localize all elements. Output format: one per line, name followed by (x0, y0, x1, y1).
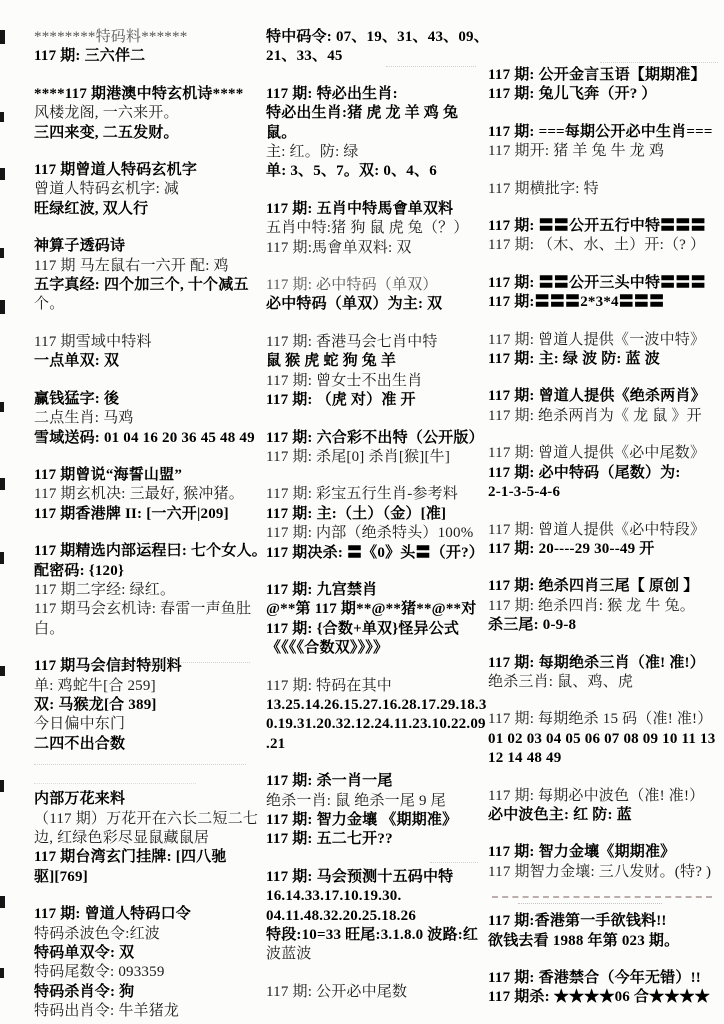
text-line: 117 期: 彩宝五行生肖-参考料 (266, 486, 459, 503)
scan-edge-mark (0, 666, 5, 676)
section (266, 333, 480, 411)
scan-edge-mark (0, 780, 4, 792)
text-line: 117 期: （虎 对）准 开 (266, 392, 416, 409)
section (488, 66, 722, 105)
text-line: 117 期: 20----29 30--49 开 (488, 540, 655, 557)
section (266, 200, 480, 258)
text-line: 117 期二字经: 绿红。 (34, 581, 176, 598)
section (488, 787, 722, 826)
text-line: 二四不出合数 (34, 735, 126, 752)
text-line: 117 期:馬會单双料: 双 (266, 239, 412, 256)
text-line: 117 期: 每期必中波色（准! 准!） (488, 787, 705, 804)
text-line: 117 期: 杀一肖一尾 (266, 773, 393, 790)
section (266, 677, 487, 755)
text-line: 五肖中特:猪 狗 鼠 虎 兔（？） (266, 220, 469, 237)
text-line: 雪域送码: 01 04 16 20 36 45 48 49 (34, 429, 255, 446)
text-line: 117 期: 内部（绝杀特头）100% (266, 525, 474, 542)
text-line: 117 期: 特必出生肖: (266, 85, 398, 102)
scan-dotted-line (600, 62, 718, 63)
scan-dotted-line (386, 66, 476, 67)
text-line: 117 期:香港第一手欲钱料!! (488, 913, 667, 930)
text-line: 神算子透码诗 (34, 238, 126, 255)
text-line: 今日偏中东门 (34, 716, 126, 733)
text-line: 117 期: 必中特码（尾数）为: (488, 464, 681, 481)
text-line: 01 02 03 04 05 06 07 08 09 10 11 13 (488, 730, 716, 747)
text-line: 04.11.48.32.20.25.18.26 (266, 907, 417, 924)
text-line: 117 期: 九宫禁肖 (266, 581, 378, 598)
text-line: 117 期: 主:（土）（金）[准] (266, 505, 447, 522)
text-line: 117 期台湾玄门挂牌: [四八驰 (34, 849, 227, 866)
column-middle (258, 0, 489, 1002)
section (34, 783, 259, 887)
section (488, 969, 722, 1008)
scan-dotted-line (150, 662, 250, 663)
scan-edge-mark (0, 168, 5, 180)
text-line: 白。 (34, 620, 65, 637)
text-line: 117 期香港牌 II: [一六开|209] (34, 505, 229, 522)
section (34, 161, 256, 219)
section (488, 521, 722, 560)
section (488, 710, 722, 768)
text-line: 117 期雪域中特料 (34, 333, 152, 350)
section (488, 577, 722, 635)
section (34, 237, 256, 315)
text-line: 配密码: {120} (34, 562, 125, 579)
text-line: .21 (266, 735, 286, 752)
section (488, 180, 722, 199)
section (488, 123, 722, 162)
text-line: 117 期: 香港马会七肖中特 (266, 333, 438, 350)
text-line: 117 期精选内部运程曰: 七个女人。 (34, 543, 267, 560)
text-line: 117 期: 绝杀两肖为《 龙 鼠 》开 (488, 407, 702, 424)
text-line: 117 期: 每期绝杀三肖（准! 准!） (488, 654, 705, 671)
text-line: 117 期: 曾道人提供《必中特段》 (488, 521, 706, 538)
text-line: 117 期: 必中特码（单双） (266, 277, 438, 294)
text-line: 117 期: 曾道人提供《一波中特》 (488, 331, 706, 348)
text-line: 绝杀一肖: 鼠 绝杀一尾 9 尾 (266, 792, 446, 809)
text-line: 16.14.33.17.10.19.30. (266, 888, 402, 905)
text-line: 鼠 猴 虎 蛇 狗 兔 羊 (266, 353, 397, 370)
text-line: 117 期开: 猪 羊 兔 牛 龙 鸡 (488, 143, 665, 160)
section (34, 333, 256, 372)
section (34, 657, 256, 765)
scan-edge-mark (0, 402, 4, 412)
text-line: 特码单双令: 双 (34, 945, 135, 962)
text-line: 117 期横批字: 特 (488, 180, 599, 197)
section (266, 85, 480, 182)
text-line: 117 期: 公开金言玉语【期期准】 (488, 67, 706, 83)
text-line: 117 期:〓〓〓2*3*4〓〓〓 (488, 294, 665, 311)
text-line: 117 期: {合数+单双}怪异公式 (266, 620, 460, 637)
section (266, 276, 480, 315)
text-line: ********特码料****** (34, 29, 188, 45)
text-line: 个。 (34, 296, 65, 313)
text-line: 2-1-3-5-4-6 (488, 484, 561, 501)
scan-edge-mark (0, 478, 5, 490)
text-line: 117 期: 曾道人提供《绝杀两肖》 (488, 388, 706, 405)
scan-edge-mark (0, 896, 5, 908)
text-line: @**第 117 期**@**猪**@**对 (266, 601, 477, 618)
text-line: 12 14 48 49 (488, 750, 562, 767)
section (266, 28, 489, 67)
text-line: 风楼龙阁, 一六来开。 (34, 105, 179, 122)
text-line: 特码杀波色令:红波 (34, 925, 160, 942)
text-line: 旺绿红波, 双人行 (34, 200, 149, 217)
scan-dotted-line (430, 862, 478, 863)
text-line: 117 期: 兔儿飞奔（开? ） (488, 86, 657, 103)
section (488, 331, 722, 370)
text-line: 曾道人特码玄机字: 减 (34, 181, 180, 198)
text-line: 必中特码（单双）为主: 双 (266, 296, 443, 313)
section (488, 654, 722, 693)
text-line: 主: 红。防: 绿 (266, 144, 359, 161)
text-line: 117 期: 五肖中特馬會单双料 (266, 200, 454, 217)
text-line: 117 期: ===每期公开必中生肖=== (488, 123, 713, 140)
text-line: 117 期: 六合彩不出特（公开版） (266, 429, 484, 446)
text-line: 欲钱去看 1988 年第 023 期。 (488, 932, 680, 949)
section (488, 843, 722, 882)
text-line: 117 期: 曾女士不出生肖 (266, 372, 423, 389)
text-line: 117 期: 绝杀四肖: 猴 龙 牛 兔。 (488, 597, 695, 614)
text-line: 117 期: 智力金壤 《期期准》 (266, 812, 458, 828)
text-line: 特码杀肖令: 狗 (34, 983, 135, 1000)
text-line: 117 期: 五二七开?? (266, 831, 393, 848)
text-line: 117 期: 〓〓公开五行中特〓〓〓 (488, 218, 706, 235)
text-line: 117 期: 〓〓公开三头中特〓〓〓 (488, 274, 706, 291)
section (488, 217, 722, 256)
text-line: 117 期: 主: 绿 波 防: 蓝 波 (488, 351, 660, 368)
text-line: 内部万花来料 (34, 791, 126, 808)
text-line: 117 期: 特码在其中 (266, 677, 393, 694)
text-line: 117 期: 三六伴二 (34, 48, 146, 65)
section (488, 444, 722, 502)
text-line: 特段:10=33 旺尾:3.1.8.0 波路:红 (266, 927, 479, 944)
text-line: 117 期马会信封特别料 (34, 658, 182, 675)
text-line: 117 期杀: ★★★★06 合★★★★ (488, 989, 710, 1006)
text-line: 117 期 马左鼠右一六开 配: 鸡 (34, 257, 229, 274)
text-line: 单: 3、5、7。双: 0、4、6 (266, 163, 437, 180)
scan-edge-mark (0, 552, 4, 564)
text-line: 0.19.31.20.32.12.24.11.23.10.22.09 (266, 716, 486, 733)
text-line: 117 期: 公开必中尾数 (266, 983, 408, 1000)
text-line: 边, 红绿色彩尽显鼠藏鼠居 (34, 830, 210, 846)
section (34, 905, 256, 1021)
text-line: 鼠。 (266, 124, 297, 141)
section (488, 274, 722, 313)
section (266, 772, 480, 850)
text-line: 117 期: 马会预测十五码中特 (266, 868, 454, 885)
text-line: ****117 期港澳中特玄机诗**** (34, 85, 244, 102)
text-line: 117 期玄机决: 三最好, 猴冲猪。 (34, 486, 244, 503)
text-line: 117 期曾道人特码玄机字 (34, 162, 198, 179)
text-line: 117 期决杀: 〓《0》头〓（开?） (266, 544, 484, 561)
section (266, 429, 484, 468)
text-line: 117 期: 曾道人提供《必中尾数》 (488, 445, 706, 462)
text-line: 117 期: 杀尾[0] 杀肖[猴][牛] (266, 448, 451, 465)
text-line: 必中波色主: 红 防: 蓝 (488, 806, 632, 823)
text-line: 117 期: （木、水、土）开:（? ） (488, 237, 706, 254)
section (34, 85, 256, 143)
text-line: 117 期: 每期绝杀 15 码（准! 准!） (488, 711, 713, 728)
text-line: 117 期: 绝杀四肖三尾【 原创 】 (488, 578, 699, 595)
text-line: 赢钱猛字: 後 (34, 390, 120, 407)
text-line: 21、33、45 (266, 48, 343, 65)
text-line: 特码出肖令: 牛羊猪龙 (34, 1003, 180, 1020)
text-line: 绝杀三肖: 鼠、鸡、虎 (488, 673, 634, 690)
column-left (0, 0, 267, 1022)
text-line: 特码尾数令: 093359 (34, 964, 165, 981)
text-line: 特必出生肖:猪 虎 龙 羊 鸡 兔 (266, 105, 459, 122)
text-line: 117 期: 曾道人特码口令 (34, 906, 191, 923)
section (488, 912, 722, 951)
text-line: 五字真经: 四个加三个, 十个减五 (34, 277, 249, 294)
section (266, 581, 480, 659)
text-line: 117 期: 香港禁合（今年无错）!! (488, 970, 701, 986)
text-line: 117 期马会玄机诗: 春雷一声鱼肚 (34, 601, 252, 618)
scan-edge-mark (0, 300, 5, 314)
text-line: 117 期曾说“海誓山盟” (34, 466, 183, 483)
scan-edge-mark (0, 30, 5, 44)
text-line: （117 期）万花开在六长二短二七 (34, 810, 259, 827)
section (488, 387, 722, 426)
text-line: 一点单双: 双 (34, 353, 120, 370)
text-line: 特中码令: 07、19、31、43、09、 (266, 29, 489, 45)
text-line: 杀三尾: 0-9-8 (488, 617, 577, 634)
scan-edge-mark (0, 968, 4, 978)
text-line: 117 期: 智力金壤《期期准》 (488, 844, 676, 861)
scan-edge-mark (0, 248, 4, 258)
section (266, 868, 480, 965)
text-line: 《《《《合数双》》》》 (266, 640, 389, 657)
section (266, 485, 484, 563)
text-line: 波蓝波 (266, 946, 312, 963)
text-line: 117 期智力金壤: 三八发财。(特? ) (488, 863, 712, 880)
section (34, 28, 256, 67)
text-line: 二点生肖: 马鸡 (34, 410, 134, 427)
text-line: 13.25.14.26.15.27.16.28.17.29.18.3 (266, 696, 487, 713)
section (34, 466, 256, 524)
text-line: 驱][769] (34, 868, 88, 885)
section (266, 983, 480, 1002)
section (34, 390, 256, 448)
section (34, 542, 267, 639)
text-line: 单: 鸡蛇牛[合 259] (34, 677, 156, 694)
text-line: 三四来变, 二五发财。 (34, 124, 179, 141)
scan-edge-mark (0, 112, 4, 122)
column-right (482, 0, 724, 1008)
text-line: 双: 马猴龙[合 389] (34, 696, 157, 713)
